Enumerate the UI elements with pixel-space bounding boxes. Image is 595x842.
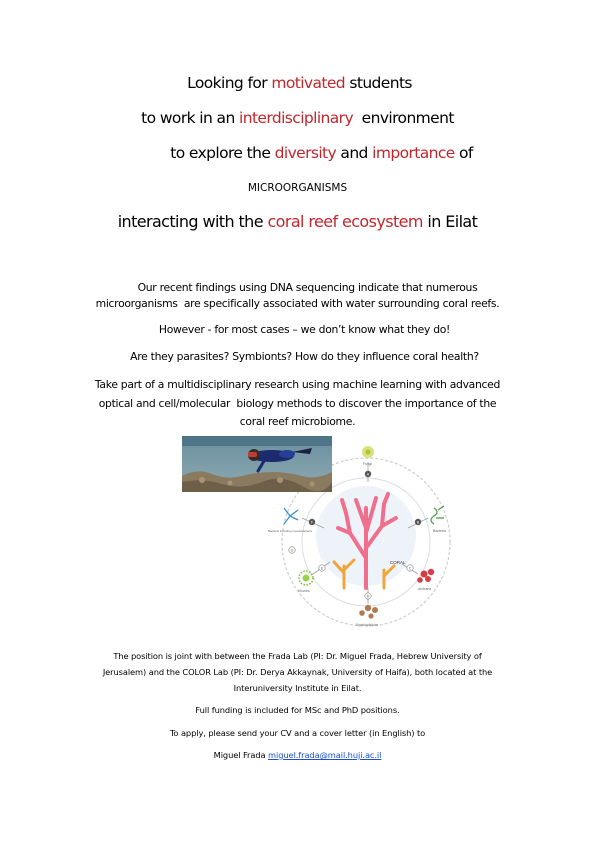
badge-letter: E bbox=[320, 566, 324, 571]
headline-text: interacting with the bbox=[117, 212, 268, 231]
contact-email-link[interactable]: miguel.frada@mail.huji.ac.il bbox=[268, 750, 382, 760]
coral-label: CORAL bbox=[390, 560, 406, 565]
symbiodinium-icon bbox=[359, 605, 378, 619]
headline-text: in Eilat bbox=[422, 212, 478, 231]
findings-paragraph-line-1: Our recent findings using DNA sequencing indicate that numerous bbox=[137, 281, 478, 294]
badge-letter: C bbox=[408, 566, 412, 571]
badge-letter: G bbox=[290, 548, 294, 553]
headline-line-3 bbox=[0, 144, 595, 162]
badge-letter: B bbox=[416, 520, 420, 525]
badge-letter: D bbox=[366, 594, 370, 599]
contact-line bbox=[0, 750, 595, 760]
headline-line-4 bbox=[0, 182, 595, 194]
headline-highlight: motivated bbox=[271, 74, 346, 92]
headline-highlight: diversity bbox=[274, 144, 337, 162]
headline-text: to explore the bbox=[170, 144, 275, 162]
question-paragraph: However - for most cases – we don’t know what they do! bbox=[158, 323, 451, 336]
research-paragraph-line-2: optical and cell/molecular biology methods to discover the importance of the bbox=[98, 397, 497, 410]
bacteria-label: Bacteria bbox=[433, 529, 446, 533]
viruses-label: Viruses bbox=[298, 589, 310, 593]
research-paragraph-line-3: coral reef microbiome. bbox=[239, 415, 356, 428]
headline-highlight: interdisciplinary bbox=[239, 109, 354, 127]
cyanobacteria-icon bbox=[284, 508, 298, 524]
apply-instructions: To apply, please send your CV and a cover letter (in English) to bbox=[169, 728, 426, 738]
headline-text: environment bbox=[353, 109, 454, 127]
headline-text: MICROORGANISMS bbox=[247, 182, 348, 194]
headline-line-1 bbox=[0, 74, 595, 92]
badge-letter: A bbox=[366, 472, 370, 477]
cyanobacteria-label: Bacteria including Cyanobacteria bbox=[268, 529, 312, 533]
headline-text: of bbox=[454, 144, 473, 162]
headline-highlight: importance bbox=[372, 144, 455, 162]
headline-line-5 bbox=[0, 212, 595, 231]
position-info-line-3: Interuniversity Institute in Eilat. bbox=[233, 683, 362, 693]
funding-info: Full funding is included for MSc and PhD positions. bbox=[195, 705, 400, 715]
research-paragraph-line-1: Take part of a multidisciplinary research using machine learning with advanced bbox=[94, 378, 501, 391]
headline-text: Looking for bbox=[187, 74, 272, 92]
archaea-label: Archaea bbox=[418, 587, 432, 591]
bacteria-icon bbox=[431, 506, 444, 524]
headline-line-2 bbox=[0, 109, 595, 127]
headline-highlight: coral reef ecosystem bbox=[267, 212, 423, 231]
diver-photo bbox=[182, 436, 332, 492]
virus-icon bbox=[299, 571, 313, 585]
headline-text: to work in an bbox=[141, 109, 240, 127]
contact-name: Miguel Frada bbox=[213, 750, 269, 760]
headline-text: and bbox=[336, 144, 373, 162]
archaea-icon bbox=[417, 569, 434, 583]
headline-text: students bbox=[345, 74, 412, 92]
symbiodinium-label: Symbiodinium bbox=[356, 623, 378, 627]
position-info-line-1: The position is joint with between the Frada Lab (PI: Dr. Miguel Frada, Hebrew University of bbox=[113, 651, 482, 661]
questions-paragraph: Are they parasites? Symbionts? How do they influence coral health? bbox=[130, 350, 479, 363]
position-info-line-2: Jerusalem) and the COLOR Lab (PI: Dr. Derya Akkaynak, University of Haifa), both located at the bbox=[102, 667, 493, 677]
badge-letter: F bbox=[310, 520, 314, 525]
fungi-icon bbox=[362, 446, 374, 458]
findings-paragraph-line-2: microorganisms are specifically associated with water surrounding coral reefs. bbox=[95, 297, 500, 310]
fungi-label: Fungi bbox=[363, 462, 372, 466]
